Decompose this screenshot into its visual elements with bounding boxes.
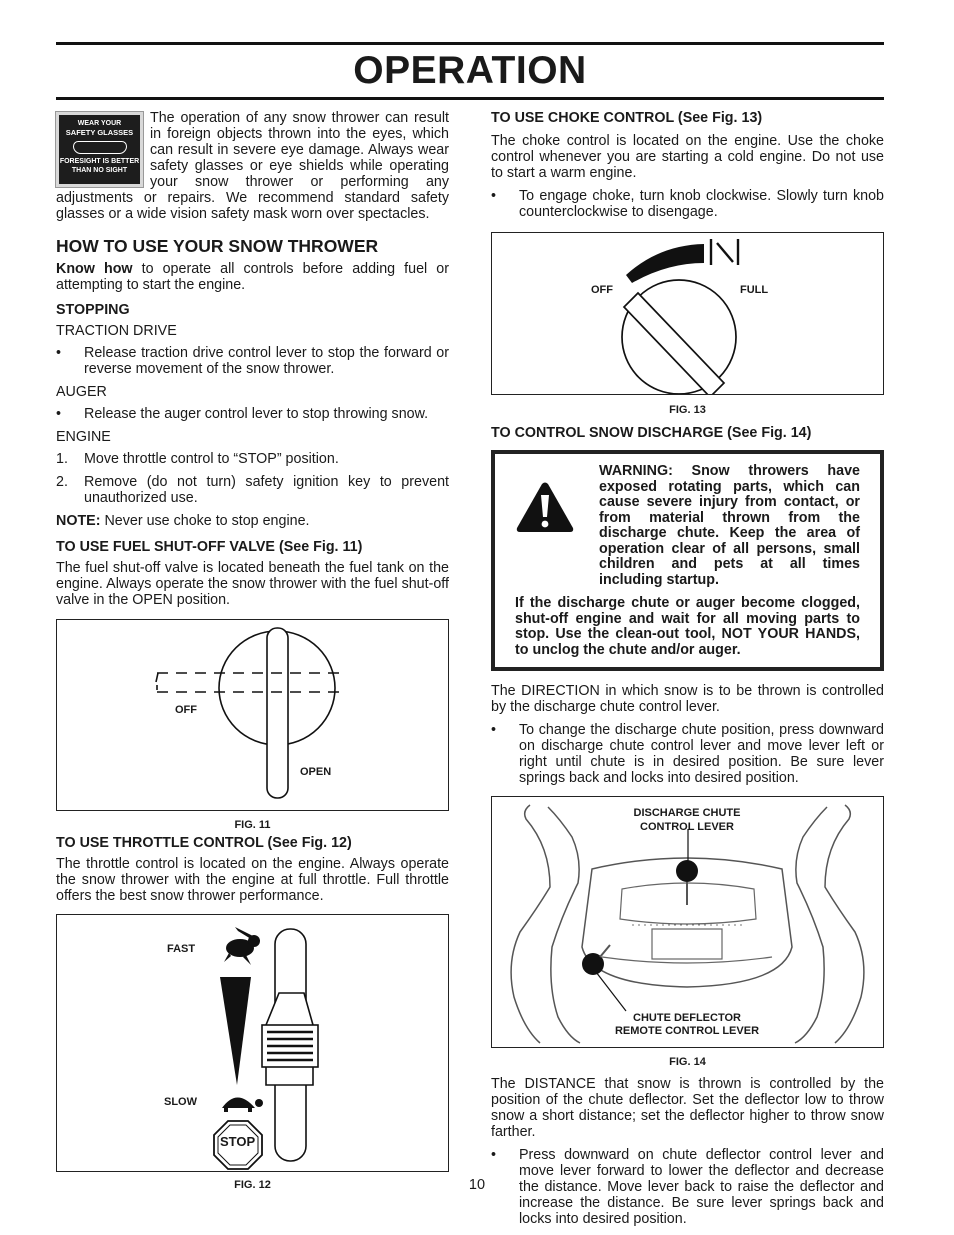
- bullet-mark: •: [491, 1147, 497, 1163]
- know-how-text: [56, 261, 449, 293]
- header-rule-top: [56, 42, 884, 45]
- distance-bullet-text: Press downward on chute deflector control lever and move lever forward to lower the deflector and decrease the distance. Move lever back to raise the deflector and increase the distance. Be sure lever springs back and locks into desired position.: [519, 1147, 884, 1227]
- fig11-off-label: OFF: [175, 704, 197, 716]
- fig12-stop-label: STOP: [220, 1134, 256, 1149]
- engine-step-2: [56, 474, 449, 506]
- fig12-slow-label: SLOW: [164, 1096, 197, 1108]
- throttle-heading: TO USE THROTTLE CONTROL (See Fig. 12): [56, 835, 352, 851]
- page-number: 10: [468, 1177, 486, 1193]
- step-text: Move throttle control to “STOP” position.: [84, 451, 339, 467]
- note-bold: NOTE:: [56, 513, 101, 529]
- safety-label-line1: WEAR YOUR: [77, 120, 122, 127]
- safety-glasses-label: [56, 112, 143, 187]
- right-column: [491, 110, 884, 1234]
- fig13-caption: FIG. 13: [669, 404, 706, 416]
- page-title: OPERATION: [353, 49, 587, 92]
- safety-glasses-icon: [73, 141, 127, 154]
- step-text: Remove (do not turn) safety ignition key to prevent unauthorized use.: [84, 474, 449, 506]
- turtle-icon: [222, 1098, 263, 1113]
- fig14-caption: FIG. 14: [669, 1056, 706, 1068]
- traction-drive-label: TRACTION DRIVE: [56, 323, 177, 339]
- figure-11-fuel-valve: [56, 619, 449, 811]
- step-number: 2.: [56, 474, 68, 490]
- throttle-text: The throttle control is located on the engine. Always operate the snow thrower with the engine at full throttle. Full throttle offers the best snow thrower performance.: [56, 856, 449, 904]
- header-rule-bottom: [56, 97, 884, 100]
- figure-14-discharge-controls: [491, 796, 884, 1048]
- discharge-heading: TO CONTROL SNOW DISCHARGE (See Fig. 14): [491, 425, 812, 441]
- traction-bullet-text: Release traction drive control lever to stop the forward or reverse movement of the snow thrower.: [84, 345, 449, 377]
- choke-bullet-text: To engage choke, turn knob clockwise. Slowly turn knob counterclockwise to disengage.: [519, 188, 884, 220]
- fig14-bottom-label-1: CHUTE DEFLECTOR: [633, 1012, 741, 1024]
- choke-diagram: [492, 233, 883, 394]
- direction-bullet: [491, 722, 884, 786]
- auger-label: AUGER: [56, 384, 107, 400]
- engine-step-1: [56, 451, 449, 467]
- fig12-caption: FIG. 12: [234, 1179, 271, 1191]
- fig12-fast-label: FAST: [167, 943, 196, 955]
- warning-triangle-icon: [515, 482, 581, 588]
- fig14-top-label-1: DISCHARGE CHUTE: [633, 807, 741, 819]
- fig13-off-label: OFF: [591, 284, 613, 296]
- fig14-bottom-label-2: REMOTE CONTROL LEVER: [614, 1025, 760, 1037]
- bullet-mark: •: [491, 722, 497, 738]
- figure-13-choke: [491, 232, 884, 395]
- choke-text: The choke control is located on the engine. Use the choke control whenever you are starting a cold engine. Do not use to start a warm engine.: [491, 133, 884, 181]
- warning-text: WARNING: Snow throwers have exposed rotating parts, which can cause severe injury from contact, or from material thrown from the discharge chute. Keep the area of operation clear of all persons, small children and pets at all times including startup.: [599, 463, 860, 588]
- fig14-top-label-2: CONTROL LEVER: [640, 821, 734, 833]
- distance-text: The DISTANCE that snow is thrown is controlled by the position of the chute deflector. Set the deflector low to throw snow a short distance; set the deflector higher to throw snow farther.: [491, 1076, 884, 1140]
- traction-bullet: [56, 345, 449, 377]
- fuel-valve-diagram: [57, 620, 448, 810]
- auger-bullet: [56, 406, 449, 422]
- fuel-heading: TO USE FUEL SHUT-OFF VALVE (See Fig. 11): [56, 539, 363, 555]
- throttle-diagram: [57, 915, 448, 1171]
- fuel-text: The fuel shut-off valve is located beneath the fuel tank on the engine. Always operate the snow thrower with the fuel shut-off valve in the OPEN position.: [56, 560, 449, 608]
- choke-heading: TO USE CHOKE CONTROL (See Fig. 13): [491, 110, 763, 126]
- left-column: [56, 110, 449, 1197]
- safety-intro-text: The operation of any snow thrower can result in foreign objects thrown into the eyes, which can result in severe eye damage. Always wear safety glasses or eye shields while operating your snow thrower or performing any adjustments or repairs. We recommend standard safety glasses or a wide vision safety mask worn over spectacles.: [56, 110, 449, 222]
- warning-clog-text: If the discharge chute or auger become clogged, shut-off engine and wait for all moving parts to stop. Use the clean-out tool, NOT YOUR HANDS, to unclog the chute and/or auger.: [515, 595, 860, 658]
- safety-label-line3: FORESIGHT IS BETTER: [59, 158, 140, 165]
- bullet-mark: •: [56, 345, 62, 361]
- note-rest: Never use choke to stop engine.: [100, 513, 310, 529]
- stopping-heading: STOPPING: [56, 302, 130, 318]
- direction-text: The DIRECTION in which snow is to be thrown is controlled by the discharge chute control lever.: [491, 683, 884, 715]
- note-text: [56, 513, 449, 529]
- safety-label-line2: SAFETY GLASSES: [65, 128, 134, 137]
- choke-symbol-icon: [711, 239, 738, 265]
- fig11-caption: FIG. 11: [234, 819, 271, 831]
- fig13-full-label: FULL: [740, 284, 769, 296]
- choke-bullet: [491, 188, 884, 220]
- rabbit-icon: [224, 927, 260, 965]
- warning-box: [491, 450, 884, 671]
- safety-label-line4: THAN NO SIGHT: [71, 167, 128, 174]
- how-to-heading: HOW TO USE YOUR SNOW THROWER: [56, 236, 379, 256]
- auger-bullet-text: Release the auger control lever to stop throwing snow.: [84, 406, 429, 422]
- know-how-rest: to operate all controls before adding fuel or attempting to start the engine.: [56, 261, 449, 293]
- fig11-open-label: OPEN: [300, 766, 332, 778]
- know-how-bold: Know how: [56, 261, 133, 277]
- bullet-mark: •: [491, 188, 497, 204]
- engine-label: ENGINE: [56, 429, 111, 445]
- discharge-chute-lever-knob: [676, 860, 698, 882]
- figure-12-throttle: [56, 914, 449, 1172]
- step-number: 1.: [56, 451, 68, 467]
- bullet-mark: •: [56, 406, 62, 422]
- direction-bullet-text: To change the discharge chute position, press downward on discharge chute control lever and move lever left or right until chute is in desired position. Be sure lever springs back and locks into desired position.: [519, 722, 884, 786]
